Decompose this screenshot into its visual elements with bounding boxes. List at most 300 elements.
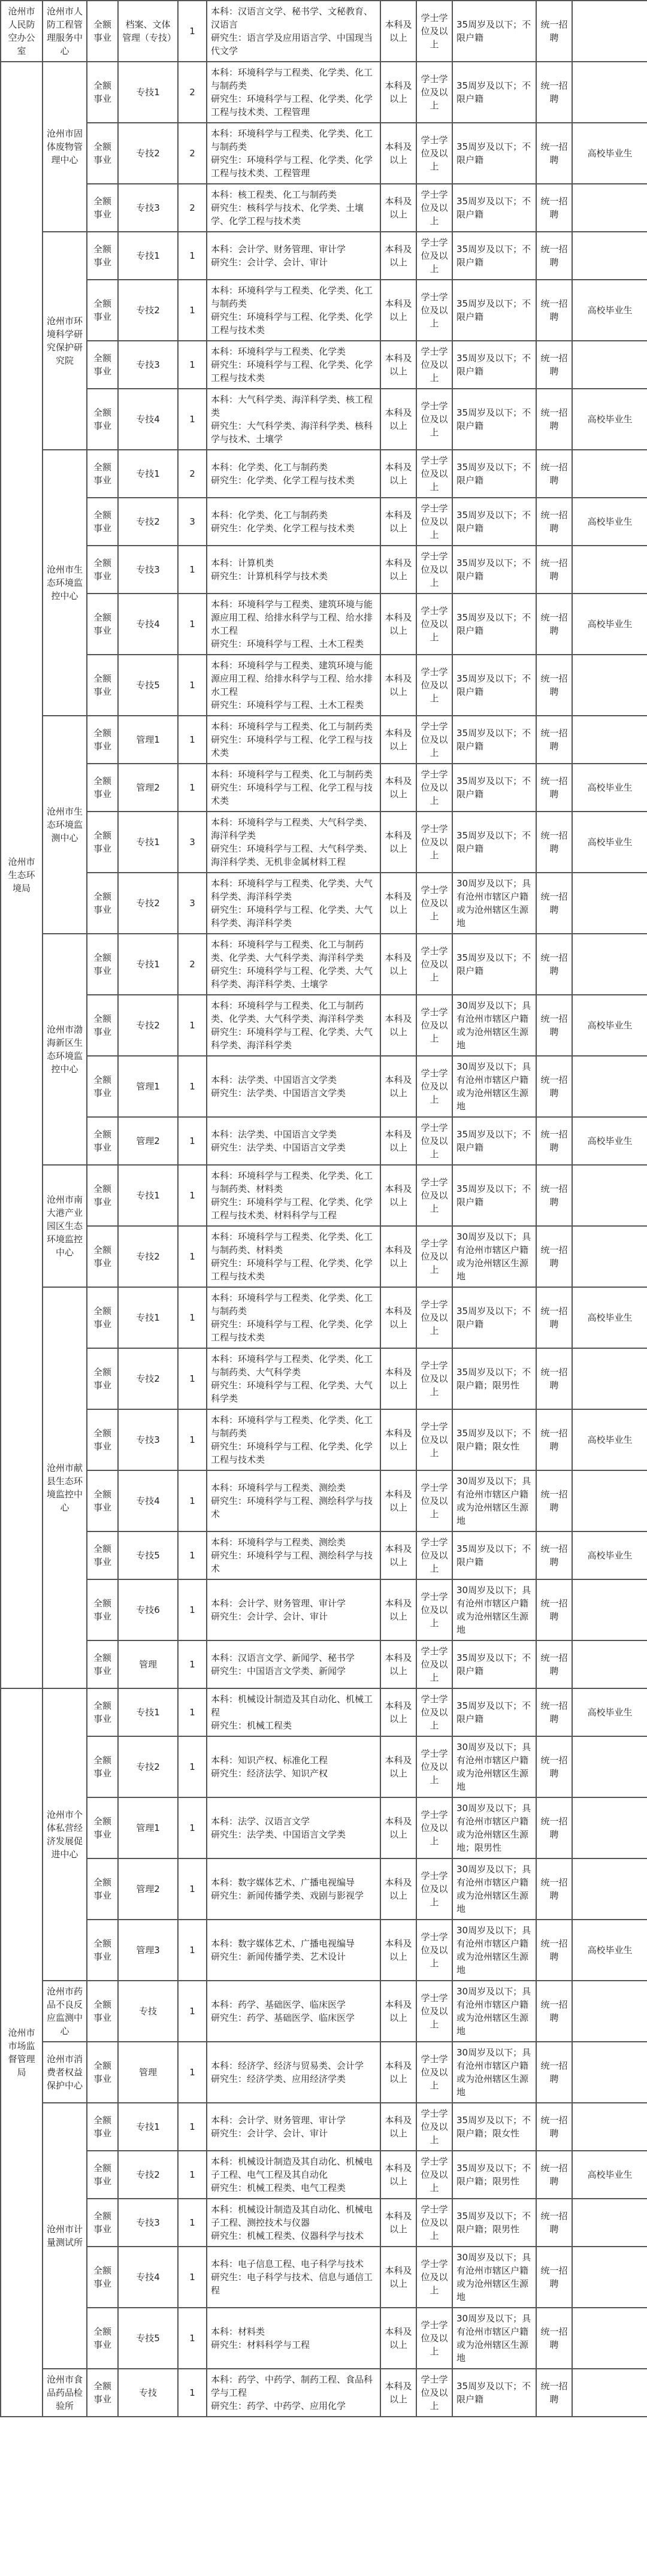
other-requirement-cell: 35周岁及以下；不限户籍 bbox=[452, 1531, 536, 1579]
recruit-method-cell: 统一招聘 bbox=[536, 1409, 572, 1470]
degree-requirement-cell: 学士学位及以上 bbox=[416, 1287, 452, 1348]
education-requirement-cell: 本科及以上 bbox=[380, 184, 416, 232]
education-requirement-cell: 本科及以上 bbox=[380, 1858, 416, 1920]
remark-cell: 高校毕业生 bbox=[572, 123, 647, 184]
employment-type-cell: 全额事业 bbox=[87, 1579, 118, 1640]
major-requirement-cell: 本科：机械设计制造及其自动化、机械电子工程、测控技术与仪器 研究生：机械工程类、仪器科学与技术 bbox=[207, 2199, 380, 2247]
recruit-method-cell: 统一招聘 bbox=[536, 1056, 572, 1117]
table-row bbox=[1, 1736, 647, 1797]
hiring-count-cell: 3 bbox=[178, 812, 207, 873]
major-requirement-cell: 本科：环境科学与工程类、化学类、化工与制药类 研究生：环境科学与工程、化学类、化学工程与技术类 bbox=[207, 1287, 380, 1348]
remark-cell bbox=[572, 184, 647, 232]
recruit-method-cell: 统一招聘 bbox=[536, 62, 572, 123]
hiring-count-cell: 1 bbox=[178, 1797, 207, 1858]
remark-cell bbox=[572, 934, 647, 995]
recruit-method-cell: 统一招聘 bbox=[536, 498, 572, 546]
employment-type-cell: 全额事业 bbox=[87, 812, 118, 873]
table-row bbox=[1, 812, 647, 873]
employment-type-cell: 全额事业 bbox=[87, 1409, 118, 1470]
table-row bbox=[1, 2151, 647, 2199]
unit-cell: 沧州市药品不良反应监测中心 bbox=[43, 1981, 87, 2042]
major-requirement-cell: 本科：数字媒体艺术、广播电视编导 研究生：新闻传播学类、艺术设计 bbox=[207, 1920, 380, 1981]
hiring-count-cell: 1 bbox=[178, 1117, 207, 1165]
recruit-method-cell: 统一招聘 bbox=[536, 1579, 572, 1640]
recruit-method-cell: 统一招聘 bbox=[536, 1287, 572, 1348]
recruit-method-cell: 统一招聘 bbox=[536, 280, 572, 341]
major-requirement-cell: 本科：计算机类 研究生：计算机科学与技术类 bbox=[207, 546, 380, 594]
hiring-count-cell: 2 bbox=[178, 123, 207, 184]
remark-cell bbox=[572, 716, 647, 764]
major-requirement-cell: 本科：数字媒体艺术、广播电视编导 研究生：新闻传播学类、戏剧与影视学 bbox=[207, 1858, 380, 1920]
other-requirement-cell: 35周岁及以下；不限户籍 bbox=[452, 1, 536, 62]
position-name-cell: 管理3 bbox=[118, 1920, 178, 1981]
remark-cell bbox=[572, 1165, 647, 1226]
education-requirement-cell: 本科及以上 bbox=[380, 1470, 416, 1531]
other-requirement-cell: 35周岁及以下；不限户籍 bbox=[452, 594, 536, 655]
remark-cell: 高校毕业生 bbox=[572, 1531, 647, 1579]
education-requirement-cell: 本科及以上 bbox=[380, 1736, 416, 1797]
table-row bbox=[1, 1579, 647, 1640]
major-requirement-cell: 本科：环境科学与工程类、化学类、化工与制药类 研究生：环境科学与工程、化学类、化学工程与技术类 bbox=[207, 280, 380, 341]
position-name-cell: 管理2 bbox=[118, 764, 178, 812]
recruit-method-cell: 统一招聘 bbox=[536, 232, 572, 280]
other-requirement-cell: 30周岁及以下；具有沧州市辖区户籍或为沧州辖区生源地 bbox=[452, 1858, 536, 1920]
hiring-count-cell: 2 bbox=[178, 184, 207, 232]
position-name-cell: 专技3 bbox=[118, 2199, 178, 2247]
position-name-cell: 专技2 bbox=[118, 1348, 178, 1409]
major-requirement-cell: 本科：电子信息工程、电子科学与技术 研究生：电子科学与技术、信息与通信工程 bbox=[207, 2247, 380, 2308]
position-name-cell: 专技2 bbox=[118, 498, 178, 546]
education-requirement-cell: 本科及以上 bbox=[380, 1117, 416, 1165]
employment-type-cell: 全额事业 bbox=[87, 1688, 118, 1736]
education-requirement-cell: 本科及以上 bbox=[380, 1920, 416, 1981]
remark-cell bbox=[572, 450, 647, 498]
position-name-cell: 专技1 bbox=[118, 812, 178, 873]
position-name-cell: 专技3 bbox=[118, 546, 178, 594]
degree-requirement-cell: 学士学位及以上 bbox=[416, 184, 452, 232]
recruit-method-cell: 统一招聘 bbox=[536, 1981, 572, 2042]
position-name-cell: 专技2 bbox=[118, 123, 178, 184]
position-name-cell: 专技4 bbox=[118, 389, 178, 450]
other-requirement-cell: 35周岁及以下；不限户籍 bbox=[452, 812, 536, 873]
other-requirement-cell: 30周岁及以下；具有沧州市辖区户籍或为沧州辖区生源地 bbox=[452, 2042, 536, 2103]
table-row bbox=[1, 1165, 647, 1226]
employment-type-cell: 全额事业 bbox=[87, 546, 118, 594]
other-requirement-cell: 35周岁及以下；不限户籍 bbox=[452, 1287, 536, 1348]
employment-type-cell: 全额事业 bbox=[87, 280, 118, 341]
remark-cell bbox=[572, 1470, 647, 1531]
major-requirement-cell: 本科：环境科学与工程类、化学类、化工与制药类、材料类 研究生：环境科学与工程、化学类、化学工程与技术类、材料科学与工程 bbox=[207, 1165, 380, 1226]
hiring-count-cell: 1 bbox=[178, 2247, 207, 2308]
table-row bbox=[1, 280, 647, 341]
recruit-method-cell: 统一招聘 bbox=[536, 2308, 572, 2369]
degree-requirement-cell: 学士学位及以上 bbox=[416, 1981, 452, 2042]
unit-cell: 沧州市生态环境监测中心 bbox=[43, 716, 87, 934]
table-row bbox=[1, 232, 647, 280]
remark-cell: 高校毕业生 bbox=[572, 1117, 647, 1165]
other-requirement-cell: 35周岁及以下；不限户籍 bbox=[452, 232, 536, 280]
position-name-cell: 专技1 bbox=[118, 232, 178, 280]
major-requirement-cell: 本科：环境科学与工程类、测绘类 研究生：环境科学与工程、测绘科学与技术 bbox=[207, 1531, 380, 1579]
employment-type-cell: 全额事业 bbox=[87, 184, 118, 232]
remark-cell bbox=[572, 1736, 647, 1797]
unit-cell: 沧州市食品药品检验所 bbox=[43, 2369, 87, 2417]
employment-type-cell: 全额事业 bbox=[87, 341, 118, 389]
position-name-cell: 专技2 bbox=[118, 2151, 178, 2199]
table-row bbox=[1, 1470, 647, 1531]
major-requirement-cell: 本科：环境科学与工程类、化工与制药类、化学类、大气科学类、海洋科学类 研究生：环境科学与工程、化学类、大气科学类、海洋科学类、土壤学 bbox=[207, 934, 380, 995]
position-name-cell: 管理1 bbox=[118, 1056, 178, 1117]
employment-type-cell: 全额事业 bbox=[87, 389, 118, 450]
education-requirement-cell: 本科及以上 bbox=[380, 1409, 416, 1470]
recruit-method-cell: 统一招聘 bbox=[536, 655, 572, 716]
employment-type-cell: 全额事业 bbox=[87, 764, 118, 812]
employment-type-cell: 全额事业 bbox=[87, 2042, 118, 2103]
table-row bbox=[1, 594, 647, 655]
degree-requirement-cell: 学士学位及以上 bbox=[416, 1348, 452, 1409]
education-requirement-cell: 本科及以上 bbox=[380, 1797, 416, 1858]
hiring-count-cell: 1 bbox=[178, 2151, 207, 2199]
department-cell: 沧州市人民防空办公室 bbox=[1, 1, 43, 62]
major-requirement-cell: 本科：环境科学与工程类、化工与制药类、化学类、大气科学类、海洋科学类 研究生：环境科学与工程、化学类、大气科学类、海洋科学类 bbox=[207, 995, 380, 1056]
remark-cell: 高校毕业生 bbox=[572, 594, 647, 655]
other-requirement-cell: 35周岁及以下；不限户籍 bbox=[452, 280, 536, 341]
degree-requirement-cell: 学士学位及以上 bbox=[416, 2308, 452, 2369]
table-row bbox=[1, 450, 647, 498]
employment-type-cell: 全额事业 bbox=[87, 232, 118, 280]
education-requirement-cell: 本科及以上 bbox=[380, 2308, 416, 2369]
education-requirement-cell: 本科及以上 bbox=[380, 1531, 416, 1579]
major-requirement-cell: 本科：环境科学与工程类、大气科学类、海洋科学类 研究生：环境科学与工程、大气科学类、海洋科学类、无机非金属材料工程 bbox=[207, 812, 380, 873]
major-requirement-cell: 本科：汉语言文学、新闻学、秘书学 研究生：中国语言文学类、新闻学 bbox=[207, 1640, 380, 1688]
hiring-count-cell: 1 bbox=[178, 1287, 207, 1348]
major-requirement-cell: 本科：经济学、经济与贸易类、会计学 研究生：经济学类、应用经济学类 bbox=[207, 2042, 380, 2103]
position-name-cell: 专技2 bbox=[118, 873, 178, 934]
remark-cell: 高校毕业生 bbox=[572, 280, 647, 341]
hiring-count-cell: 1 bbox=[178, 2103, 207, 2151]
employment-type-cell: 全额事业 bbox=[87, 2369, 118, 2417]
degree-requirement-cell: 学士学位及以上 bbox=[416, 1920, 452, 1981]
unit-cell: 沧州市人防工程管理服务中心 bbox=[43, 1, 87, 62]
degree-requirement-cell: 学士学位及以上 bbox=[416, 655, 452, 716]
remark-cell: 高校毕业生 bbox=[572, 498, 647, 546]
hiring-count-cell: 1 bbox=[178, 1226, 207, 1287]
position-name-cell: 专技4 bbox=[118, 1470, 178, 1531]
hiring-count-cell: 1 bbox=[178, 389, 207, 450]
table-row bbox=[1, 1858, 647, 1920]
position-name-cell: 专技2 bbox=[118, 280, 178, 341]
position-name-cell: 专技4 bbox=[118, 2247, 178, 2308]
table-row bbox=[1, 1056, 647, 1117]
table-row bbox=[1, 1797, 647, 1858]
position-name-cell: 专技1 bbox=[118, 934, 178, 995]
table-row bbox=[1, 1531, 647, 1579]
position-name-cell: 专技5 bbox=[118, 2308, 178, 2369]
remark-cell: 高校毕业生 bbox=[572, 1688, 647, 1736]
education-requirement-cell: 本科及以上 bbox=[380, 594, 416, 655]
remark-cell: 高校毕业生 bbox=[572, 1409, 647, 1470]
major-requirement-cell: 本科：环境科学与工程类、建筑环境与能源应用工程、给排水科学与工程、给水排水工程 研究生：环境科学与工程、土木工程类 bbox=[207, 655, 380, 716]
degree-requirement-cell: 学士学位及以上 bbox=[416, 2103, 452, 2151]
major-requirement-cell: 本科：药学、中药学、制药工程、食品科学与工程 研究生：药学、中药学、应用化学 bbox=[207, 2369, 380, 2417]
employment-type-cell: 全额事业 bbox=[87, 873, 118, 934]
remark-cell bbox=[572, 655, 647, 716]
major-requirement-cell: 本科：环境科学与工程类、化工与制药类 研究生：环境科学与工程、化学工程与技术类 bbox=[207, 764, 380, 812]
education-requirement-cell: 本科及以上 bbox=[380, 341, 416, 389]
employment-type-cell: 全额事业 bbox=[87, 1, 118, 62]
major-requirement-cell: 本科：化学类、化工与制药类 研究生：化学类、化学工程与技术类 bbox=[207, 498, 380, 546]
table-row bbox=[1, 498, 647, 546]
employment-type-cell: 全额事业 bbox=[87, 1531, 118, 1579]
other-requirement-cell: 35周岁及以下；不限户籍 bbox=[452, 1165, 536, 1226]
table-row bbox=[1, 1920, 647, 1981]
education-requirement-cell: 本科及以上 bbox=[380, 764, 416, 812]
education-requirement-cell: 本科及以上 bbox=[380, 1981, 416, 2042]
table-row bbox=[1, 2247, 647, 2308]
other-requirement-cell: 30周岁及以下；具有沧州市辖区户籍或为沧州辖区生源地 bbox=[452, 1579, 536, 1640]
position-name-cell: 专技1 bbox=[118, 450, 178, 498]
other-requirement-cell: 30周岁及以下；具有沧州市辖区户籍或为沧州辖区生源地 bbox=[452, 873, 536, 934]
recruit-method-cell: 统一招聘 bbox=[536, 2369, 572, 2417]
employment-type-cell: 全额事业 bbox=[87, 498, 118, 546]
unit-cell: 沧州市消费者权益保护中心 bbox=[43, 2042, 87, 2103]
table-row bbox=[1, 2042, 647, 2103]
major-requirement-cell: 本科：核工程类、化工与制药类 研究生：核科学与技术、化学类、土壤学、化学工程与技术类 bbox=[207, 184, 380, 232]
employment-type-cell: 全额事业 bbox=[87, 2199, 118, 2247]
position-name-cell: 管理2 bbox=[118, 1117, 178, 1165]
hiring-count-cell: 1 bbox=[178, 1, 207, 62]
remark-cell: 高校毕业生 bbox=[572, 995, 647, 1056]
other-requirement-cell: 30周岁及以下；具有沧州市辖区户籍或为沧州辖区生源地 bbox=[452, 995, 536, 1056]
degree-requirement-cell: 学士学位及以上 bbox=[416, 812, 452, 873]
hiring-count-cell: 1 bbox=[178, 1736, 207, 1797]
position-name-cell: 专技5 bbox=[118, 655, 178, 716]
position-name-cell: 专技1 bbox=[118, 62, 178, 123]
recruit-method-cell: 统一招聘 bbox=[536, 1117, 572, 1165]
degree-requirement-cell: 学士学位及以上 bbox=[416, 1736, 452, 1797]
remark-cell bbox=[572, 1056, 647, 1117]
major-requirement-cell: 本科：汉语言文学、秘书学、文秘教育、汉语言 研究生：语言学及应用语言学、中国现当代文学 bbox=[207, 1, 380, 62]
recruit-method-cell: 统一招聘 bbox=[536, 2247, 572, 2308]
employment-type-cell: 全额事业 bbox=[87, 123, 118, 184]
degree-requirement-cell: 学士学位及以上 bbox=[416, 2042, 452, 2103]
other-requirement-cell: 35周岁及以下；不限户籍；限女性 bbox=[452, 2103, 536, 2151]
degree-requirement-cell: 学士学位及以上 bbox=[416, 2247, 452, 2308]
employment-type-cell: 全额事业 bbox=[87, 934, 118, 995]
other-requirement-cell: 30周岁及以下；具有沧州市辖区户籍或为沧州辖区生源地 bbox=[452, 1056, 536, 1117]
other-requirement-cell: 35周岁及以下；不限户籍 bbox=[452, 62, 536, 123]
remark-cell bbox=[572, 1348, 647, 1409]
table-row bbox=[1, 873, 647, 934]
degree-requirement-cell: 学士学位及以上 bbox=[416, 2199, 452, 2247]
education-requirement-cell: 本科及以上 bbox=[380, 2042, 416, 2103]
position-name-cell: 专技3 bbox=[118, 1409, 178, 1470]
position-name-cell: 管理 bbox=[118, 2042, 178, 2103]
major-requirement-cell: 本科：会计学、财务管理、审计学 研究生：会计学、会计、审计 bbox=[207, 1579, 380, 1640]
hiring-count-cell: 1 bbox=[178, 1470, 207, 1531]
other-requirement-cell: 30周岁及以下；具有沧州市辖区户籍或为沧州辖区生源地 bbox=[452, 1736, 536, 1797]
other-requirement-cell: 35周岁及以下；不限户籍 bbox=[452, 341, 536, 389]
table-row bbox=[1, 1981, 647, 2042]
table-row bbox=[1, 2199, 647, 2247]
position-name-cell: 专技1 bbox=[118, 2103, 178, 2151]
position-name-cell: 专技6 bbox=[118, 1579, 178, 1640]
degree-requirement-cell: 学士学位及以上 bbox=[416, 450, 452, 498]
hiring-count-cell: 1 bbox=[178, 1688, 207, 1736]
table-row bbox=[1, 1409, 647, 1470]
remark-cell bbox=[572, 2199, 647, 2247]
remark-cell bbox=[572, 2247, 647, 2308]
recruit-method-cell: 统一招聘 bbox=[536, 1531, 572, 1579]
major-requirement-cell: 本科：环境科学与工程类、化学类 研究生：环境科学与工程、化学类、化学工程与技术类 bbox=[207, 341, 380, 389]
hiring-count-cell: 1 bbox=[178, 2308, 207, 2369]
employment-type-cell: 全额事业 bbox=[87, 62, 118, 123]
degree-requirement-cell: 学士学位及以上 bbox=[416, 232, 452, 280]
major-requirement-cell: 本科：环境科学与工程类、化学类、化工与制药类 研究生：环境科学与工程、化学类、化学工程与技术类、工程管理 bbox=[207, 62, 380, 123]
hiring-count-cell: 2 bbox=[178, 450, 207, 498]
education-requirement-cell: 本科及以上 bbox=[380, 1688, 416, 1736]
degree-requirement-cell: 学士学位及以上 bbox=[416, 341, 452, 389]
hiring-count-cell: 1 bbox=[178, 1409, 207, 1470]
recruit-method-cell: 统一招聘 bbox=[536, 716, 572, 764]
degree-requirement-cell: 学士学位及以上 bbox=[416, 498, 452, 546]
hiring-count-cell: 1 bbox=[178, 2369, 207, 2417]
other-requirement-cell: 35周岁及以下；不限户籍 bbox=[452, 123, 536, 184]
remark-cell: 高校毕业生 bbox=[572, 1920, 647, 1981]
remark-cell: 高校毕业生 bbox=[572, 1287, 647, 1348]
position-name-cell: 专技5 bbox=[118, 1531, 178, 1579]
recruit-method-cell: 统一招聘 bbox=[536, 1797, 572, 1858]
unit-cell: 沧州市计量测试所 bbox=[43, 2103, 87, 2369]
employment-type-cell: 全额事业 bbox=[87, 1858, 118, 1920]
hiring-count-cell: 1 bbox=[178, 1056, 207, 1117]
employment-type-cell: 全额事业 bbox=[87, 1736, 118, 1797]
degree-requirement-cell: 学士学位及以上 bbox=[416, 934, 452, 995]
recruit-method-cell: 统一招聘 bbox=[536, 1688, 572, 1736]
remark-cell bbox=[572, 1981, 647, 2042]
position-name-cell: 管理1 bbox=[118, 716, 178, 764]
unit-cell: 沧州市献县生态环境监控中心 bbox=[43, 1287, 87, 1688]
employment-type-cell: 全额事业 bbox=[87, 1165, 118, 1226]
recruit-method-cell: 统一招聘 bbox=[536, 1226, 572, 1287]
other-requirement-cell: 30周岁及以下；具有沧州市辖区户籍或为沧州辖区生源地 bbox=[452, 2247, 536, 2308]
department-cell: 沧州市市场监督管理局 bbox=[1, 1688, 43, 2417]
education-requirement-cell: 本科及以上 bbox=[380, 2199, 416, 2247]
table-row bbox=[1, 2369, 647, 2417]
employment-type-cell: 全额事业 bbox=[87, 1920, 118, 1981]
unit-cell: 沧州市固体废物管理中心 bbox=[43, 62, 87, 232]
degree-requirement-cell: 学士学位及以上 bbox=[416, 280, 452, 341]
remark-cell: 高校毕业生 bbox=[572, 764, 647, 812]
degree-requirement-cell: 学士学位及以上 bbox=[416, 546, 452, 594]
degree-requirement-cell: 学士学位及以上 bbox=[416, 1, 452, 62]
education-requirement-cell: 本科及以上 bbox=[380, 1348, 416, 1409]
degree-requirement-cell: 学士学位及以上 bbox=[416, 1688, 452, 1736]
employment-type-cell: 全额事业 bbox=[87, 1226, 118, 1287]
hiring-count-cell: 1 bbox=[178, 594, 207, 655]
hiring-count-cell: 1 bbox=[178, 546, 207, 594]
recruit-method-cell: 统一招聘 bbox=[536, 389, 572, 450]
position-name-cell: 专技2 bbox=[118, 1226, 178, 1287]
remark-cell bbox=[572, 1797, 647, 1858]
table-row bbox=[1, 123, 647, 184]
education-requirement-cell: 本科及以上 bbox=[380, 934, 416, 995]
position-name-cell: 专技4 bbox=[118, 594, 178, 655]
degree-requirement-cell: 学士学位及以上 bbox=[416, 1640, 452, 1688]
education-requirement-cell: 本科及以上 bbox=[380, 1287, 416, 1348]
table-row bbox=[1, 546, 647, 594]
remark-cell bbox=[572, 2042, 647, 2103]
remark-cell bbox=[572, 873, 647, 934]
degree-requirement-cell: 学士学位及以上 bbox=[416, 764, 452, 812]
position-name-cell: 专技1 bbox=[118, 1287, 178, 1348]
major-requirement-cell: 本科：环境科学与工程类、化学类、化工与制药类 研究生：环境科学与工程、化学类、化学工程与技术类 bbox=[207, 1409, 380, 1470]
remark-cell: 高校毕业生 bbox=[572, 389, 647, 450]
major-requirement-cell: 本科：化学类、化工与制药类 研究生：化学类、化学工程与技术类 bbox=[207, 450, 380, 498]
recruit-method-cell: 统一招聘 bbox=[536, 184, 572, 232]
recruit-method-cell: 统一招聘 bbox=[536, 2151, 572, 2199]
education-requirement-cell: 本科及以上 bbox=[380, 873, 416, 934]
other-requirement-cell: 30周岁及以下；具有沧州市辖区户籍或为沧州辖区生源地 bbox=[452, 1470, 536, 1531]
hiring-count-cell: 3 bbox=[178, 498, 207, 546]
hiring-count-cell: 1 bbox=[178, 341, 207, 389]
remark-cell bbox=[572, 1579, 647, 1640]
hiring-count-cell: 1 bbox=[178, 1348, 207, 1409]
table-row bbox=[1, 2308, 647, 2369]
hiring-count-cell: 1 bbox=[178, 232, 207, 280]
other-requirement-cell: 35周岁及以下；不限户籍 bbox=[452, 389, 536, 450]
degree-requirement-cell: 学士学位及以上 bbox=[416, 1409, 452, 1470]
education-requirement-cell: 本科及以上 bbox=[380, 2369, 416, 2417]
major-requirement-cell: 本科：会计学、财务管理、审计学 研究生：会计学、会计、审计 bbox=[207, 232, 380, 280]
education-requirement-cell: 本科及以上 bbox=[380, 716, 416, 764]
employment-type-cell: 全额事业 bbox=[87, 2247, 118, 2308]
degree-requirement-cell: 学士学位及以上 bbox=[416, 2369, 452, 2417]
degree-requirement-cell: 学士学位及以上 bbox=[416, 1858, 452, 1920]
degree-requirement-cell: 学士学位及以上 bbox=[416, 1470, 452, 1531]
employment-type-cell: 全额事业 bbox=[87, 1117, 118, 1165]
major-requirement-cell: 本科：环境科学与工程类、化学类、大气科学类、海洋科学类 研究生：环境科学与工程、化学类、大气科学类、海洋科学类 bbox=[207, 873, 380, 934]
hiring-count-cell: 2 bbox=[178, 62, 207, 123]
education-requirement-cell: 本科及以上 bbox=[380, 1056, 416, 1117]
education-requirement-cell: 本科及以上 bbox=[380, 232, 416, 280]
degree-requirement-cell: 学士学位及以上 bbox=[416, 2151, 452, 2199]
position-name-cell: 管理1 bbox=[118, 1797, 178, 1858]
recruit-method-cell: 统一招聘 bbox=[536, 1165, 572, 1226]
remark-cell bbox=[572, 1858, 647, 1920]
remark-cell bbox=[572, 62, 647, 123]
position-name-cell: 专技2 bbox=[118, 995, 178, 1056]
table-row bbox=[1, 1287, 647, 1348]
employment-type-cell: 全额事业 bbox=[87, 716, 118, 764]
other-requirement-cell: 35周岁及以下；不限户籍 bbox=[452, 498, 536, 546]
remark-cell bbox=[572, 1640, 647, 1688]
education-requirement-cell: 本科及以上 bbox=[380, 62, 416, 123]
major-requirement-cell: 本科：会计学、财务管理、审计学 研究生：会计学、会计、审计 bbox=[207, 2103, 380, 2151]
degree-requirement-cell: 学士学位及以上 bbox=[416, 1056, 452, 1117]
table-row bbox=[1, 1, 647, 62]
degree-requirement-cell: 学士学位及以上 bbox=[416, 716, 452, 764]
other-requirement-cell: 30周岁及以下；具有沧州市辖区户籍或为沧州辖区生源地 bbox=[452, 2308, 536, 2369]
remark-cell bbox=[572, 2308, 647, 2369]
major-requirement-cell: 本科：材料类 研究生：材料科学与工程 bbox=[207, 2308, 380, 2369]
other-requirement-cell: 35周岁及以下；不限户籍；限男性 bbox=[452, 2151, 536, 2199]
other-requirement-cell: 35周岁及以下；不限户籍；限男性 bbox=[452, 2199, 536, 2247]
major-requirement-cell: 本科：环境科学与工程类、化工与制药类 研究生：环境科学与工程、化学工程与技术类 bbox=[207, 716, 380, 764]
recruit-method-cell: 统一招聘 bbox=[536, 764, 572, 812]
recruit-method-cell: 统一招聘 bbox=[536, 2103, 572, 2151]
education-requirement-cell: 本科及以上 bbox=[380, 1, 416, 62]
